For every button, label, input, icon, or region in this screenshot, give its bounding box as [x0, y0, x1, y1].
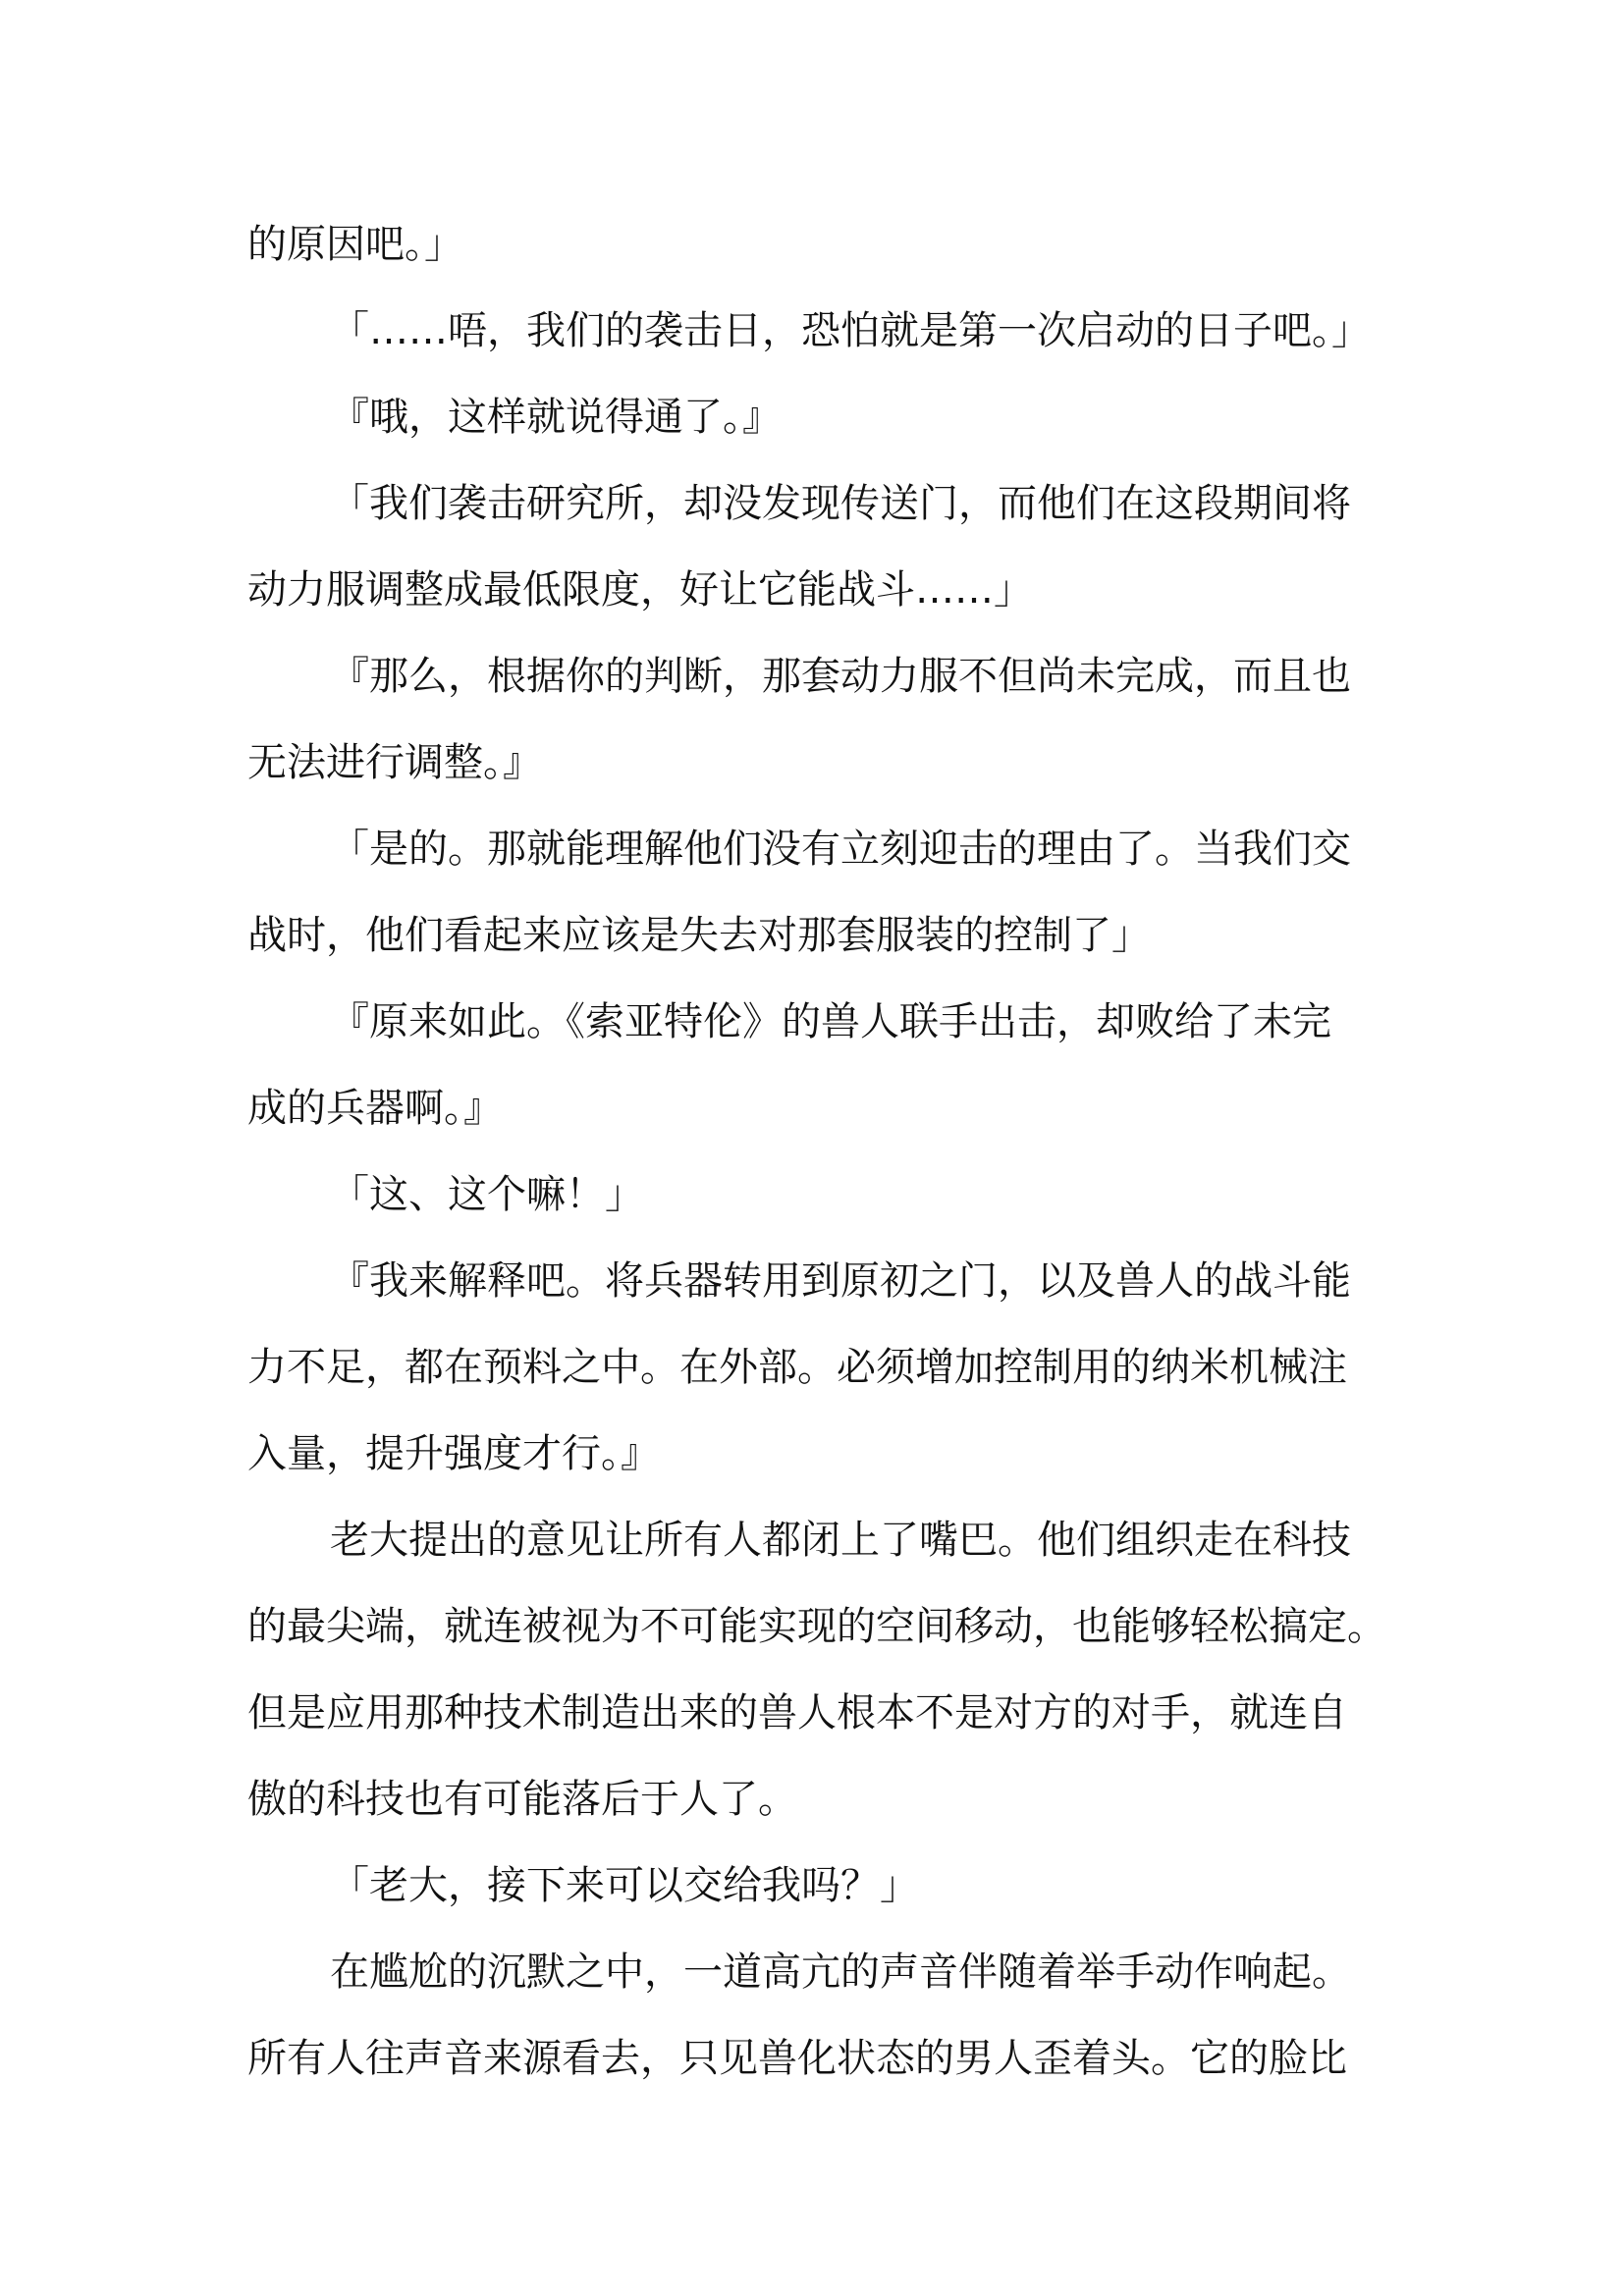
- text-line: 「老大，接下来可以交给我吗？」: [330, 1863, 919, 1908]
- text-line: 无法进行调整。』: [247, 740, 542, 785]
- document-page: [247, 201, 1388, 2102]
- text-line: 『我来解释吧。将兵器转用到原初之门，以及兽人的战斗能: [330, 1258, 1351, 1304]
- text-line: 「……唔，我们的袭击日，恐怕就是第一次启动的日子吧。」: [330, 308, 1371, 353]
- text-line: 力不足，都在预料之中。在外部。必须增加控制用的纳米机械注: [247, 1345, 1347, 1390]
- text-line: 入量，提升强度才行。』: [247, 1431, 660, 1476]
- text-line: 成的兵器啊。』: [247, 1086, 503, 1131]
- text-line: 「是的。那就能理解他们没有立刻迎击的理由了。当我们交: [330, 827, 1351, 872]
- text-line: 在尴尬的沉默之中，一道高亢的声音伴随着举手动作响起。: [330, 1949, 1351, 1995]
- text-line: 但是应用那种技术制造出来的兽人根本不是对方的对手，就连自: [247, 1690, 1347, 1735]
- text-line: 傲的科技也有可能落后于人了。: [247, 1777, 797, 1822]
- text-line: 的原因吧。」: [247, 222, 463, 267]
- text-line: 所有人往声音来源看去，只见兽化状态的男人歪着头。它的脸比: [247, 2036, 1347, 2081]
- text-line: 『哦，这样就说得通了。』: [330, 395, 782, 440]
- text-line: 的最尖端，就连被视为不可能实现的空间移动，也能够轻松搞定。: [247, 1604, 1386, 1649]
- text-line: 『原来如此。《索亚特伦》的兽人联手出击，却败给了未完: [330, 999, 1331, 1044]
- text-line: 战时，他们看起来应该是失去对那套服装的控制了」: [247, 913, 1151, 958]
- text-line: 『那么，根据你的判断，那套动力服不但尚未完成，而且也: [330, 654, 1351, 699]
- text-line: 老大提出的意见让所有人都闭上了嘴巴。他们组织走在科技: [330, 1518, 1351, 1563]
- text-line: 动力服调整成最低限度，好让它能战斗……」: [247, 567, 1033, 613]
- text-line: 「这、这个嘛！」: [330, 1172, 644, 1217]
- text-line: 「我们袭击研究所，却没发现传送门，而他们在这段期间将: [330, 481, 1351, 526]
